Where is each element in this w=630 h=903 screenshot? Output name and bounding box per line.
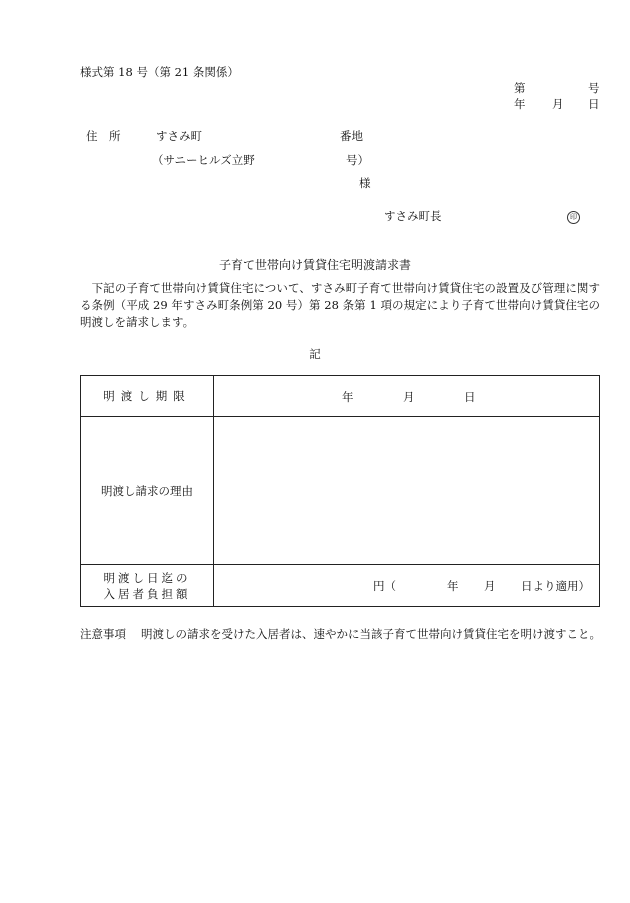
burden-label-line1: 明渡し日迄の bbox=[103, 570, 191, 585]
table-row-deadline bbox=[81, 376, 600, 417]
date-day-label: 日 bbox=[588, 97, 600, 111]
date-year-label: 年 bbox=[514, 97, 526, 111]
deadline-value-cell bbox=[214, 376, 600, 417]
burden-applied-label: 日より適用） bbox=[521, 579, 590, 593]
form-number: 様式第 18 号（第 21 条関係） bbox=[80, 65, 239, 79]
address-town: すさみ町 bbox=[156, 129, 202, 143]
doc-no-suffix: 号 bbox=[588, 81, 600, 95]
recipient-honorific: 様 bbox=[359, 176, 371, 190]
seal-icon: 印 bbox=[567, 211, 580, 224]
burden-month-label: 月 bbox=[484, 579, 496, 593]
address-lot-label: 番地 bbox=[340, 129, 363, 143]
burden-value-cell bbox=[214, 565, 600, 607]
deadline-day-label: 日 bbox=[464, 390, 476, 404]
notes-label: 注意事項 bbox=[80, 627, 126, 641]
address-label: 住 所 bbox=[86, 129, 121, 143]
address-building: （サニーヒルズ立野 bbox=[152, 153, 255, 167]
doc-no-prefix: 第 bbox=[514, 81, 526, 95]
body-paragraph: 下記の子育て世帯向け賃貸住宅について、すさみ町子育て世帯向け賃貸住宅の設置及び管理に関する条例（平成 29 年すさみ町条例第 20 号）第 28 条第 1 項の規定により子育て世帯向け賃貸住宅の明渡しを請求します。 bbox=[80, 281, 600, 329]
address-unit-label: 号） bbox=[346, 153, 369, 167]
notes-text: 明渡しの請求を受けた入居者は、速やかに当該子育て世帯向け賃貸住宅を明け渡すこと。 bbox=[141, 627, 601, 641]
table-row-reason bbox=[81, 417, 600, 565]
sender-name: すさみ町長 bbox=[384, 209, 442, 223]
date-month-label: 月 bbox=[552, 97, 564, 111]
reason-label: 明渡し請求の理由 bbox=[101, 483, 193, 498]
burden-label-line2: 入居者負担額 bbox=[103, 586, 191, 601]
reason-value-cell bbox=[214, 417, 600, 565]
deadline-month-label: 月 bbox=[403, 390, 415, 404]
seal-mark bbox=[567, 208, 580, 224]
deadline-year-label: 年 bbox=[342, 390, 354, 404]
request-table bbox=[80, 375, 600, 607]
deadline-label: 明渡し期限 bbox=[103, 389, 191, 403]
ki-heading: 記 bbox=[309, 347, 321, 361]
document-title: 子育て世帯向け賃貸住宅明渡請求書 bbox=[218, 258, 411, 272]
table-row-burden bbox=[81, 565, 600, 607]
burden-yen-label: 円（ bbox=[373, 579, 396, 593]
burden-year-label: 年 bbox=[447, 579, 459, 593]
